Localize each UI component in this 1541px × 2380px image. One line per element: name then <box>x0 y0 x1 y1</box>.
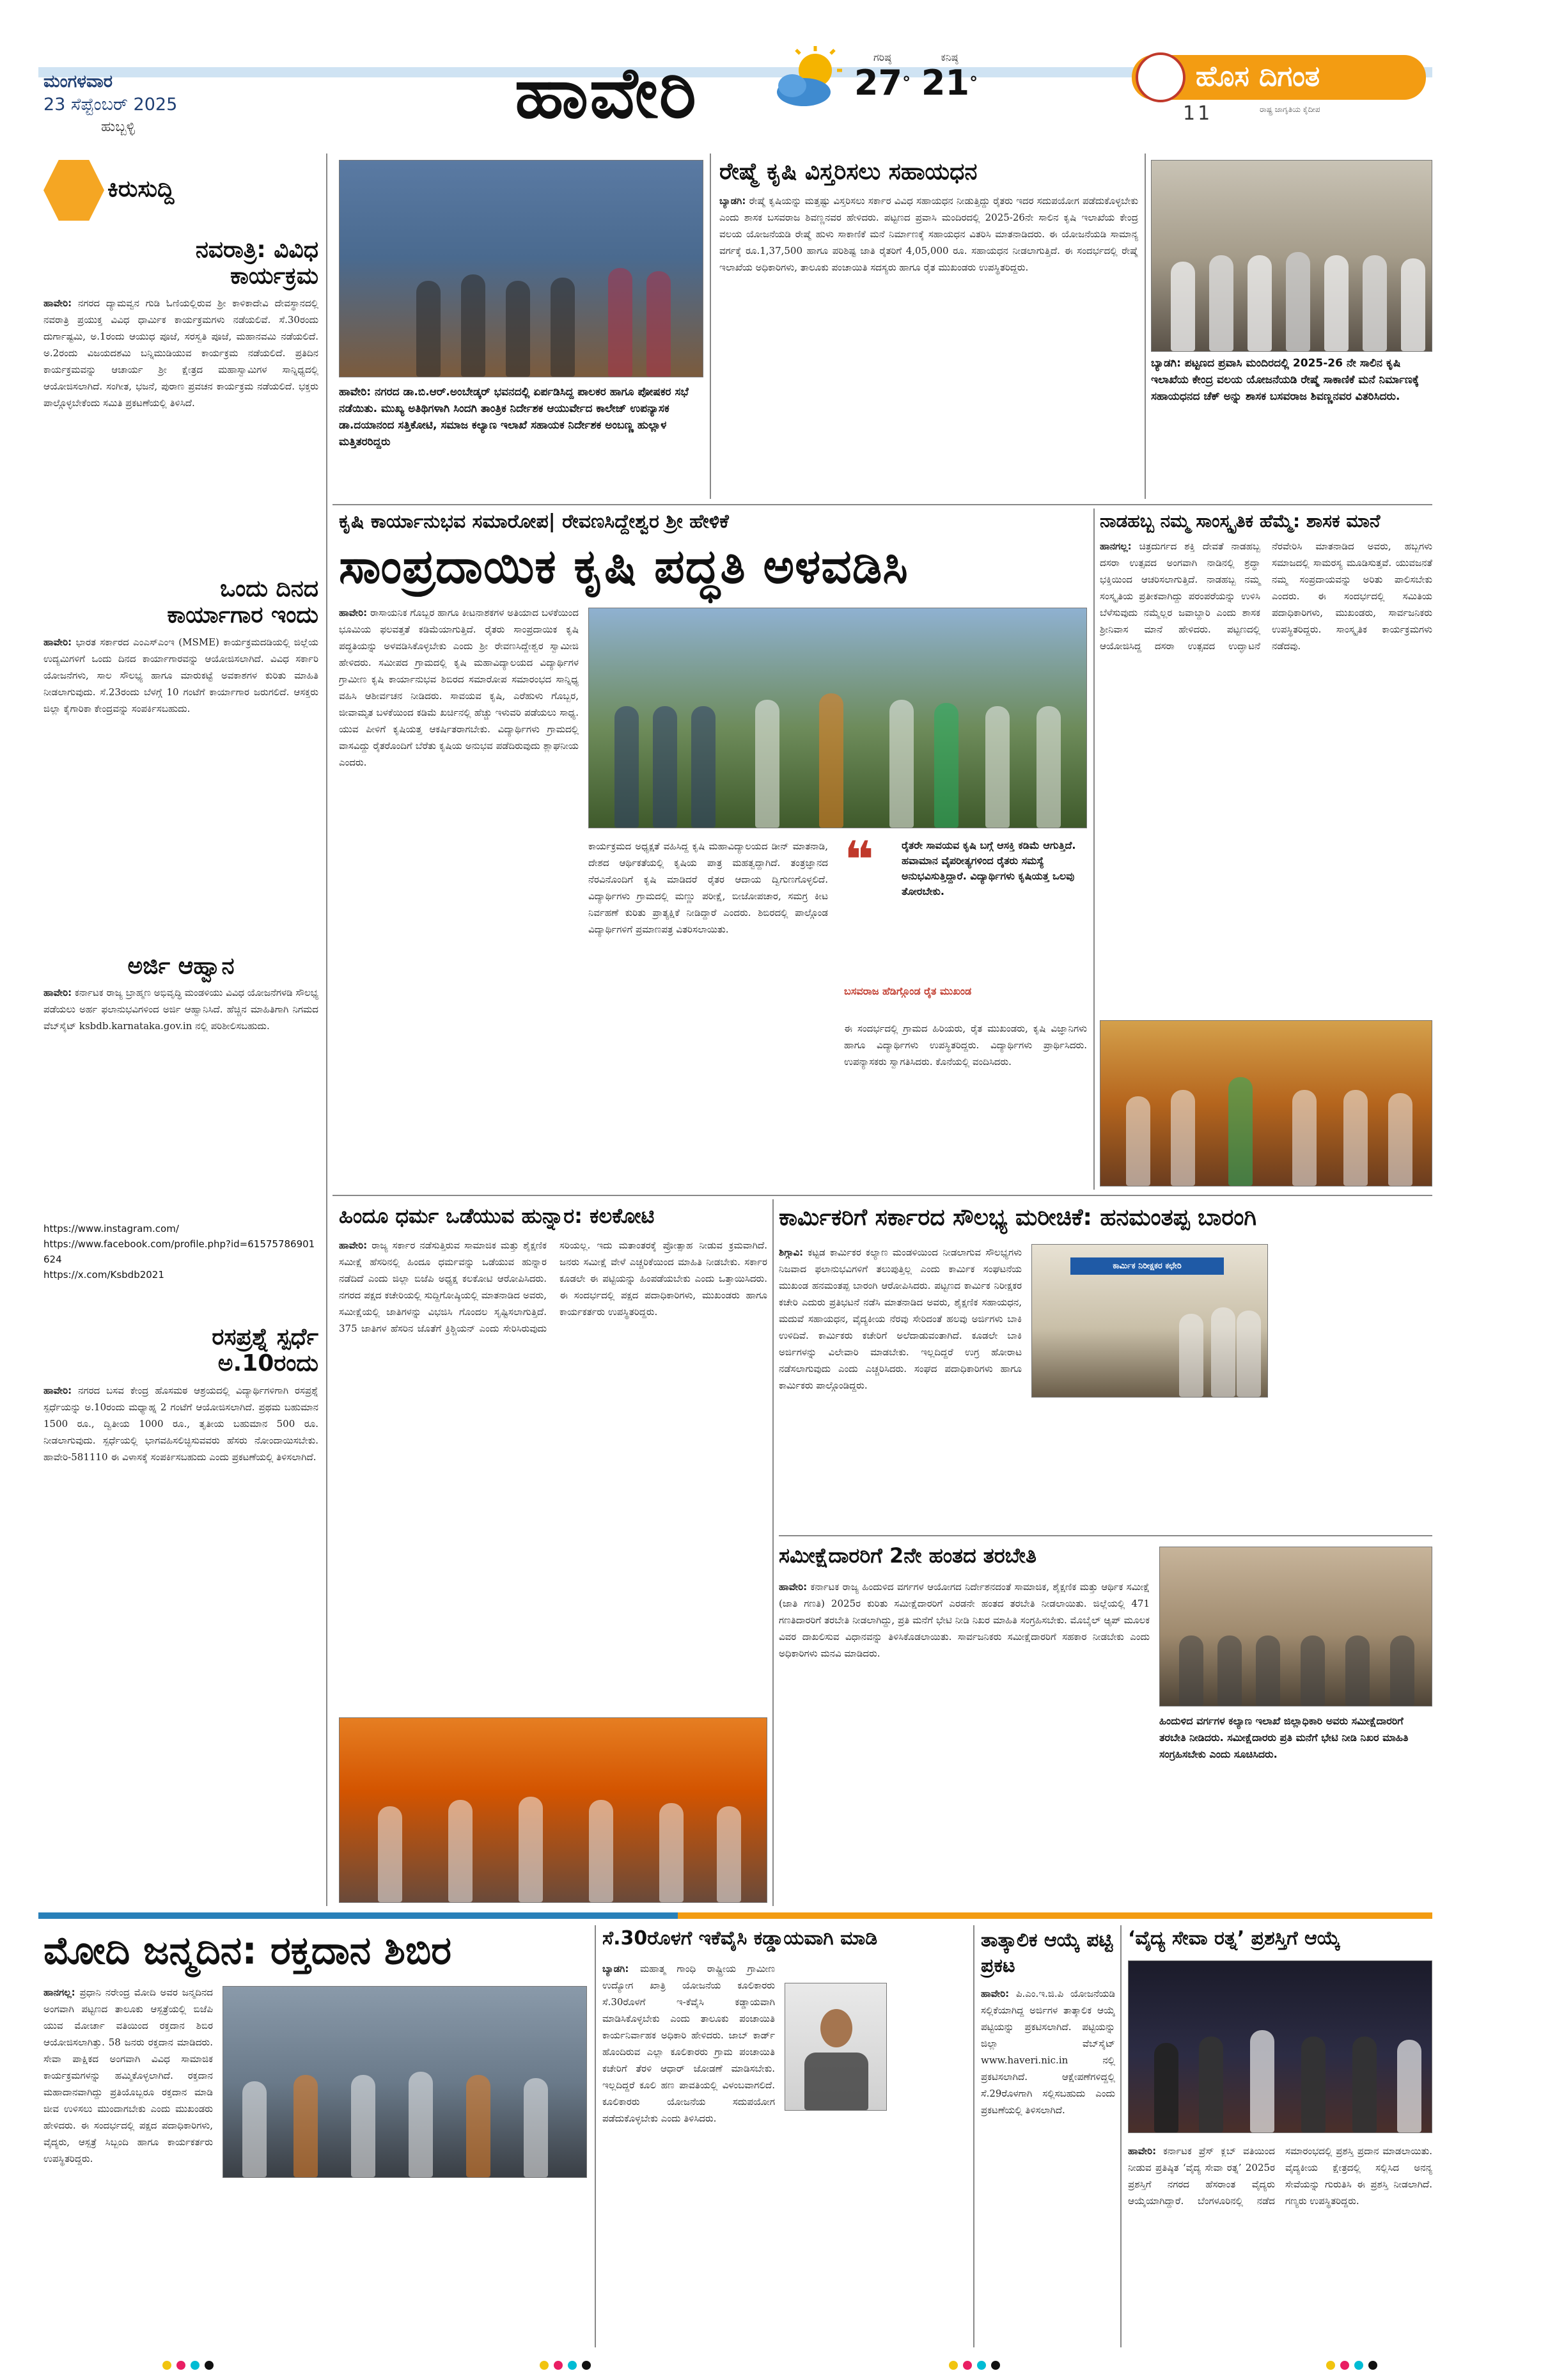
dateline: ಹಾವೇರಿ: <box>43 297 72 309</box>
agri-kicker: ಕೃಷಿ ಕಾರ್ಯಾನುಭವ ಸಮಾರೋಪ| ರೇವಣಸಿದ್ದೇಶ್ವರ ಶ್ರೀ ಹೇಳಿಕೆ <box>339 510 729 533</box>
kiru-item-body: ಹಾವೇರಿ: ನಗರದ ದ್ಯಾಮವ್ವನ ಗುಡಿ ಓಣಿಯಲ್ಲಿರುವ ಶ್ರೀ ಕಾಳಿಕಾದೇವಿ ದೇವಸ್ಥಾನದಲ್ಲಿ ನವರಾತ್ರಿ ಪ್ರಯುಕ್ತ ವಿವಿಧ ಧಾರ್ಮಿಕ ಕಾರ್ಯಕ್ರಮಗಳು ನಡೆಯಲಿವೆ. ಸೆ.30ರಂದು ದುರ್ಗಾಷ್ಟಮಿ, ಅ.1ರಂದು ಆಯುಧ ಪೂಜೆ, ಸರಸ್ವತಿ ಪೂಜೆ, ಮಹಾನವಮಿ ನಡೆಯಲಿದೆ. ಅ.2ರಂದು ವಿಜಯದಶಮಿ ಬನ್ನಿಮುಡಿಯುವ ಕಾರ್ಯಕ್ರಮ ನಡೆಯಲಿದೆ. ಪ್ರತಿದಿನ ಕಾರ್ಯಕ್ರಮವನ್ನು ಆಚಾರ್ಯ ಶ್ರೀ ಕ್ಷೇತ್ರದ ಮಹಾಸ್ವಾಮಿಗಳ ಸಾನ್ನಿಧ್ಯದಲ್ಲಿ ಆಯೋಜಿಸಲಾಗಿದೆ. ಸಂಗೀತ, ಭಜನೆ, ಪುರಾಣ ಪ್ರವಚನ ಕಾರ್ಯಕ್ರಮ ನಡೆಯಲಿದೆ. ಭಕ್ತರು ಪಾಲ್ಗೊಳ್ಳಬೇಕೆಂದು ಸಮಿತಿ ಪ್ರಕಟಣೆಯಲ್ಲಿ ತಿಳಿಸಿದೆ. <box>43 297 318 409</box>
modi-col-1: ಹಾನಗಲ್ಲ: ಪ್ರಧಾನಿ ನರೇಂದ್ರ ಮೋದಿ ಅವರ ಜನ್ಮದಿನದ ಅಂಗವಾಗಿ ಪಟ್ಟಣದ ತಾಲೂಕು ಆಸ್ಪತ್ರೆಯಲ್ಲಿ ಬಿಜೆಪಿ ಯುವ ಮೋರ್ಚಾ ವತಿಯಿಂದ ರಕ್ತದಾನ ಶಿಬಿರ ಆಯೋಜಿಸಲಾಗಿತ್ತು. 58 ಜನರು ರಕ್ತದಾನ ಮಾಡಿದರು. ಸೇವಾ ಪಾಕ್ಷಿಕದ ಅಂಗವಾಗಿ ವಿವಿಧ ಸಾಮಾಜಿಕ ಕಾರ್ಯಕ್ರಮಗಳನ್ನು ಹಮ್ಮಿಕೊಳ್ಳಲಾಗಿದೆ. ರಕ್ತದಾನ ಮಹಾದಾನವಾಗಿದ್ದು ಪ್ರತಿಯೊಬ್ಬರೂ ರಕ್ತದಾನ ಮಾಡಿ ಜೀವ ಉಳಿಸಲು ಮುಂದಾಗಬೇಕು ಎಂದು ಮುಖಂಡರು ಹೇಳಿದರು. ಈ ಸಂದರ್ಭದಲ್ಲಿ ಪಕ್ಷದ ಪದಾಧಿಕಾರಿಗಳು, ವೈದ್ಯರು, ಆಸ್ಪತ್ರೆ ಸಿಬ್ಬಂದಿ ಹಾಗೂ ಕಾರ್ಯಕರ್ತರು ಉಪಸ್ಥಿತರಿದ್ದರು. <box>43 1987 213 2164</box>
column-rule <box>710 154 711 499</box>
kiru-item-title: ರಸಪ್ರಶ್ನೆ ಸ್ಪರ್ಧೆ ಅ.10ರಂದು <box>212 1324 318 1377</box>
dateline: ಹಾವೇರಿ: <box>339 607 368 619</box>
link-list <box>43 1221 318 1282</box>
degree-symbol: ° <box>969 74 978 93</box>
silk-story <box>719 154 1138 499</box>
max-temp-block <box>850 51 914 102</box>
office-signboard: ಕಾರ್ಮಿಕ ನಿರೀಕ್ಷಕರ ಕಛೇರಿ <box>1070 1257 1224 1275</box>
dateline: ಶಿಗ್ಗಾವಿ: <box>779 1247 804 1258</box>
kyc-headline: ಸೆ.30ರೊಳಗೆ ಇಕೆವೈಸಿ ಕಡ್ಡಾಯವಾಗಿ ಮಾಡಿ <box>602 1927 878 1950</box>
modi-photo <box>223 1986 587 2178</box>
agri-col-1: ಹಾವೇರಿ: ರಾಸಾಯನಿಕ ಗೊಬ್ಬರ ಹಾಗೂ ಕೀಟನಾಶಕಗಳ ಅತಿಯಾದ ಬಳಕೆಯಿಂದ ಭೂಮಿಯ ಫಲವತ್ತತೆ ಕಡಿಮೆಯಾಗುತ್ತಿದೆ. ರೈತರು ಸಾಂಪ್ರದಾಯಿಕ ಕೃಷಿ ಪದ್ಧತಿಯನ್ನು ಅಳವಡಿಸಿಕೊಳ್ಳಬೇಕು ಎಂದು ಶ್ರೀ ರೇವಣಸಿದ್ದೇಶ್ವರ ಸ್ವಾಮೀಜಿ ಹೇಳಿದರು. ಸಮೀಪದ ಗ್ರಾಮದಲ್ಲಿ ಕೃಷಿ ಮಹಾವಿದ್ಯಾಲಯದ ವಿದ್ಯಾರ್ಥಿಗಳ ಗ್ರಾಮೀಣ ಕೃಷಿ ಕಾರ್ಯಾನುಭವ ಶಿಬಿರದ ಸಮಾರೋಪ ಸಮಾರಂಭದ ಸಾನ್ನಿಧ್ಯ ವಹಿಸಿ ಆಶೀರ್ವಚನ ನೀಡಿದರು. ಸಾವಯವ ಕೃಷಿ, ಎರೆಹುಳು ಗೊಬ್ಬರ, ಜೀವಾಮೃತ ಬಳಕೆಯಿಂದ ಕಡಿಮೆ ಖರ್ಚಿನಲ್ಲಿ ಹೆಚ್ಚು ಇಳುವರಿ ಪಡೆಯಲು ಸಾಧ್ಯ. ಯುವ ಪೀಳಿಗೆ ಕೃಷಿಯತ್ತ ಆಕರ್ಷಿತರಾಗಬೇಕು. ವಿದ್ಯಾರ್ಥಿಗಳು ಗ್ರಾಮದಲ್ಲಿ ವಾಸವಿದ್ದು ರೈತರೊಂದಿಗೆ ಬೆರೆತು ಕೃಷಿಯ ಅನುಭವ ಪಡೆದಿರುವುದು ಶ್ಲಾಘನೀಯ ಎಂದರು. <box>339 607 579 768</box>
silk-body: ಬ್ಯಾಡಗಿ: ರೇಷ್ಮೆ ಕೃಷಿಯನ್ನು ಮತ್ತಷ್ಟು ವಿಸ್ತರಿಸಲು ಸರ್ಕಾರ ವಿವಿಧ ಸಹಾಯಧನ ನೀಡುತ್ತಿದ್ದು ರೈತರು ಇದರ ಸದುಪಯೋಗ ಪಡೆದುಕೊಳ್ಳಬೇಕು ಎಂದು ಶಾಸಕ ಬಸವರಾಜ ಶಿವಣ್ಣನವರ ಹೇಳಿದರು. ಪಟ್ಟಣದ ಪ್ರವಾಸಿ ಮಂದಿರದಲ್ಲಿ 2025-26ನೇ ಸಾಲಿನ ಕೃಷಿ ಇಲಾಖೆಯ ಕೇಂದ್ರ ವಲಯ ಯೋಜನೆಯಡಿ ರೇಷ್ಮೆ ಹುಳು ಸಾಕಾಣಿಕೆ ಮನೆ ನಿರ್ಮಾಣಕ್ಕೆ ಸಹಾಯಧನ ವಿತರಿಸಿ ಮಾತನಾಡಿದರು. ಈ ಯೋಜನೆಯಡಿ ಸಾಮಾನ್ಯ ವರ್ಗಕ್ಕೆ ರೂ.1,37,500 ಹಾಗೂ ಪರಿಶಿಷ್ಟ ಜಾತಿ ರೈತರಿಗೆ 4,05,000 ರೂ. ಸಹಾಯಧನ ನೀಡಲಾಗುತ್ತಿದೆ. ಈ ಸಂದರ್ಭದಲ್ಲಿ ರೇಷ್ಮೆ ಇಲಾಖೆಯ ಅಧಿಕಾರಿಗಳು, ತಾಲೂಕು ಪಂಚಾಯಿತಿ ಸದಸ್ಯರು ಹಾಗೂ ರೈತ ಮುಖಂಡರು ಉಪಸ್ಥಿತರಿದ್ದರು. <box>719 195 1138 274</box>
dateline: ಹಾವೇರಿ: <box>43 636 72 648</box>
page-title: ಹಾವೇರಿ <box>515 52 698 134</box>
cloud-sun-icon <box>770 45 847 115</box>
survey-body: ಹಾವೇರಿ: ಕರ್ನಾಟಕ ರಾಜ್ಯ ಹಿಂದುಳಿದ ವರ್ಗಗಳ ಆಯೋಗದ ನಿರ್ದೇಶನದಂತೆ ಸಾಮಾಜಿಕ, ಶೈಕ್ಷಣಿಕ ಮತ್ತು ಆರ್ಥಿಕ ಸಮೀಕ್ಷೆ (ಜಾತಿ ಗಣತಿ) 2025ರ ಕುರಿತು ಸಮೀಕ್ಷೆದಾರರಿಗೆ ಎರಡನೇ ಹಂತದ ತರಬೇತಿ ನೀಡಲಾಯಿತು. ಜಿಲ್ಲೆಯಲ್ಲಿ 471 ಗಣತಿದಾರರಿಗೆ ತರಬೇತಿ ನೀಡಲಾಗಿದ್ದು, ಪ್ರತಿ ಮನೆಗೆ ಭೇಟಿ ನೀಡಿ ನಿಖರ ಮಾಹಿತಿ ಸಂಗ್ರಹಿಸಬೇಕು. ಮೊಬೈಲ್ ಆ್ಯಪ್ ಮೂಲಕ ವಿವರ ದಾಖಲಿಸುವ ವಿಧಾನವನ್ನು ತಿಳಿಸಿಕೊಡಲಾಯಿತು. ಸಾರ್ವಜನಿಕರು ಸಮೀಕ್ಷೆದಾರರಿಗೆ ಸಹಕಾರ ನೀಡಬೇಕು ಎಂದು ಅಧಿಕಾರಿಗಳು ಮನವಿ ಮಾಡಿದರು. <box>779 1581 1150 1659</box>
column-rule <box>595 1925 596 2347</box>
vaidya-photo <box>1128 1960 1432 2133</box>
modi-col-2 <box>223 2187 587 2344</box>
dateline: ಹಾವೇರಿ: <box>339 1239 368 1251</box>
dateline: ಹಾವೇರಿ: <box>981 1988 1010 1999</box>
hindu-photo <box>339 1717 767 1903</box>
nadahabba-photo <box>1100 1020 1432 1186</box>
quote-mark-icon: ❝ <box>844 830 874 890</box>
dateline: ಹಾನಗಲ್ಲ: <box>1100 540 1132 553</box>
silk-photo <box>1151 160 1432 352</box>
kiru-item-body: ಹಾವೇರಿ: ಭಾರತ ಸರ್ಕಾರದ ಎಂಎಸ್‌ಎಂಇ (MSME) ಕಾರ್ಯಕ್ರಮದಡಿಯಲ್ಲಿ ಜಿಲ್ಲೆಯ ಉದ್ಯಮಿಗಳಿಗೆ ಒಂದು ದಿನದ ಕಾರ್ಯಾಗಾರವನ್ನು ಆಯೋಜಿಸಲಾಗಿದೆ. ವಿವಿಧ ಸರ್ಕಾರಿ ಯೋಜನೆಗಳು, ಸಾಲ ಸೌಲಭ್ಯ ಹಾಗೂ ಮಾರುಕಟ್ಟೆ ಅವಕಾಶಗಳ ಕುರಿತು ಮಾಹಿತಿ ನೀಡಲಾಗುವುದು. ಸೆ.23ರಂದು ಬೆಳಗ್ಗೆ 10 ಗಂಟೆಗೆ ಕಾರ್ಯಾಗಾರ ಜರುಗಲಿದೆ. ಆಸಕ್ತರು ಜಿಲ್ಲಾ ಕೈಗಾರಿಕಾ ಕೇಂದ್ರವನ್ನು ಸಂಪರ್ಕಿಸಬಹುದು. <box>43 636 318 714</box>
vaidya-story <box>1128 1925 1432 2347</box>
min-temp-label: ಕನಿಷ್ಠ <box>941 51 958 63</box>
registration-marks <box>0 2360 1541 2379</box>
survey-photo-caption: ಹಿಂದುಳಿದ ವರ್ಗಗಳ ಕಲ್ಯಾಣ ಇಲಾಖೆ ಜಿಲ್ಲಾಧಿಕಾರಿ ಅವರು ಸಮೀಕ್ಷೆದಾರರಿಗೆ ತರಬೇತಿ ನೀಡಿದರು. ಸಮೀಕ್ಷೆದಾರರು ಪ್ರತಿ ಮನೆಗೆ ಭೇಟಿ ನೀಡಿ ನಿಖರ ಮಾಹಿತಿ ಸಂಗ್ರಹಿಸಬೇಕು ಎಂದು ಸೂಚಿಸಿದರು. <box>1159 1715 1409 1760</box>
kiru-logo-text: ಕಿರುಸುದ್ದಿ <box>107 176 175 202</box>
weekday: ಮಂಗಳವಾರ <box>43 72 113 91</box>
kiru-item <box>43 576 318 941</box>
event-photo <box>339 160 703 377</box>
silk-headline: ರೇಷ್ಮೆ ಕೃಷಿ ವಿಸ್ತರಿಸಲು ಸಹಾಯಧನ <box>719 159 978 185</box>
section-color-bar <box>38 1912 678 1919</box>
kiru-logo <box>43 160 235 224</box>
kiru-item <box>43 1324 318 1945</box>
karmika-body-col: ಶಿಗ್ಗಾವಿ: ಕಟ್ಟಡ ಕಾರ್ಮಿಕರ ಕಲ್ಯಾಣ ಮಂಡಳಿಯಿಂದ ನೀಡಲಾಗುವ ಸೌಲಭ್ಯಗಳು ನಿಜವಾದ ಫಲಾನುಭವಿಗಳಿಗೆ ತಲುಪುತ್ತಿಲ್ಲ ಎಂದು ಕಾರ್ಮಿಕ ಸಂಘಟನೆಯ ಮುಖಂಡ ಹನಮಂತಪ್ಪ ಬಾರಂಗಿ ಆರೋಪಿಸಿದರು. ಪಟ್ಟಣದ ಕಾರ್ಮಿಕ ನಿರೀಕ್ಷಕರ ಕಚೇರಿ ಎದುರು ಪ್ರತಿಭಟನೆ ನಡೆಸಿ ಮಾತನಾಡಿದ ಅವರು, ಶೈಕ್ಷಣಿಕ ಸಹಾಯಧನ, ಮದುವೆ ಸಹಾಯಧನ, ವೈದ್ಯಕೀಯ ನೆರವು ಸೇರಿದಂತೆ ಹಲವು ಅರ್ಜಿಗಳು ಬಾಕಿ ಉಳಿದಿವೆ. ಕಾರ್ಮಿಕರು ಕಚೇರಿಗೆ ಅಲೆದಾಡುವಂತಾಗಿದೆ. ಕೂಡಲೇ ಬಾಕಿ ಅರ್ಜಿಗಳನ್ನು ವಿಲೇವಾರಿ ಮಾಡಬೇಕು. ಇಲ್ಲದಿದ್ದರೆ ಉಗ್ರ ಹೋರಾಟ ನಡೆಸಲಾಗುವುದು ಎಂದು ಎಚ್ಚರಿಸಿದರು. ಸಂಘದ ಪದಾಧಿಕಾರಿಗಳು ಹಾಗೂ ಕಾರ್ಮಿಕರು ಪಾಲ್ಗೊಂಡಿದ್ದರು. <box>779 1247 1022 1391</box>
hindu-body: ಹಾವೇರಿ: ರಾಜ್ಯ ಸರ್ಕಾರ ನಡೆಸುತ್ತಿರುವ ಸಾಮಾಜಿಕ ಮತ್ತು ಶೈಕ್ಷಣಿಕ ಸಮೀಕ್ಷೆ ಹೆಸರಿನಲ್ಲಿ ಹಿಂದೂ ಧರ್ಮವನ್ನು ಒಡೆಯುವ ಹುನ್ನಾರ ನಡೆದಿದೆ ಎಂದು ಜಿಲ್ಲಾ ಬಿಜೆಪಿ ಅಧ್ಯಕ್ಷ ಕಲಕೋಟಿ ಆರೋಪಿಸಿದರು. ನಗರದ ಪಕ್ಷದ ಕಚೇರಿಯಲ್ಲಿ ಸುದ್ದಿಗೋಷ್ಠಿಯಲ್ಲಿ ಮಾತನಾಡಿದ ಅವರು, ಸಮೀಕ್ಷೆಯಲ್ಲಿ ಜಾತಿಗಳನ್ನು ವಿಭಜಿಸಿ ಗೊಂದಲ ಸೃಷ್ಟಿಸಲಾಗುತ್ತಿದೆ. 375 ಜಾತಿಗಳ ಹೆಸರಿನ ಜೊತೆಗೆ ಕ್ರಿಶ್ಚಿಯನ್ ಎಂದು ಸೇರಿಸಿರುವುದು ಸರಿಯಲ್ಲ. ಇದು ಮತಾಂತರಕ್ಕೆ ಪ್ರೋತ್ಸಾಹ ನೀಡುವ ಕ್ರಮವಾಗಿದೆ. ಜನರು ಸಮೀಕ್ಷೆ ವೇಳೆ ಎಚ್ಚರಿಕೆಯಿಂದ ಮಾಹಿತಿ ನೀಡಬೇಕು. ಸರ್ಕಾರ ಕೂಡಲೇ ಈ ಪಟ್ಟಿಯನ್ನು ಹಿಂಪಡೆಯಬೇಕು ಎಂದು ಒತ್ತಾಯಿಸಿದರು. ಈ ಸಂದರ್ಭದಲ್ಲಿ ಪಕ್ಷದ ಪದಾಧಿಕಾರಿಗಳು, ಮುಖಂಡರು ಹಾಗೂ ಕಾರ್ಯಕರ್ತರು ಉಪಸ್ಥಿತರಿದ್ದರು. <box>339 1239 767 1334</box>
logo-emblem-icon <box>1136 52 1185 102</box>
tatkalika-body: ಹಾವೇರಿ: ಪಿ.ಎಂ.ಇ.ಜಿ.ಪಿ ಯೋಜನೆಯಡಿ ಸಲ್ಲಿಕೆಯಾಗಿದ್ದ ಅರ್ಜಿಗಳ ತಾತ್ಕಾಲಿಕ ಆಯ್ಕೆ ಪಟ್ಟಿಯನ್ನು ಪ್ರಕಟಿಸಲಾಗಿದೆ. ಪಟ್ಟಿಯನ್ನು ಜಿಲ್ಲಾ ವೆಬ್‌ಸೈಟ್ www.haveri.nic.in ನಲ್ಲಿ ಪ್ರಕಟಿಸಲಾಗಿದೆ. ಆಕ್ಷೇಪಣೆಗಳಿದ್ದಲ್ಲಿ ಸೆ.29ರೊಳಗಾಗಿ ಸಲ್ಲಿಸಬಹುದು ಎಂದು ಪ್ರಕಟಣೆಯಲ್ಲಿ ತಿಳಿಸಲಾಗಿದೆ. <box>981 1988 1115 2116</box>
kyc-col-1: ಬ್ಯಾಡಗಿ: ಮಹಾತ್ಮ ಗಾಂಧಿ ರಾಷ್ಟ್ರೀಯ ಗ್ರಾಮೀಣ ಉದ್ಯೋಗ ಖಾತ್ರಿ ಯೋಜನೆಯ ಕೂಲಿಕಾರರು ಸೆ.30ರೊಳಗೆ ಇ-ಕೆವೈಸಿ ಕಡ್ಡಾಯವಾಗಿ ಮಾಡಿಸಿಕೊಳ್ಳಬೇಕು ಎಂದು ತಾಲೂಕು ಪಂಚಾಯಿತಿ ಕಾರ್ಯನಿರ್ವಾಹಕ ಅಧಿಕಾರಿ ಹೇಳಿದರು. ಜಾಬ್ ಕಾರ್ಡ್ ಹೊಂದಿರುವ ಎಲ್ಲಾ ಕೂಲಿಕಾರರು ಗ್ರಾಮ ಪಂಚಾಯಿತಿ ಕಚೇರಿಗೆ ತೆರಳಿ ಆಧಾರ್ ಜೋಡಣೆ ಮಾಡಿಸಬೇಕು. ಇಲ್ಲದಿದ್ದರೆ ಕೂಲಿ ಹಣ ಪಾವತಿಯಲ್ಲಿ ವಿಳಂಬವಾಗಲಿದೆ. ಕೂಲಿಕಾರರು ಯೋಜನೆಯ ಸದುಪಯೋಗ ಪಡೆದುಕೊಳ್ಳಬೇಕು ಎಂದು ತಿಳಿಸಿದರು. <box>602 1963 775 2124</box>
column-rule <box>772 1199 774 1906</box>
dateline: ಬ್ಯಾಡಗಿ: <box>719 195 746 207</box>
survey-photo <box>1159 1547 1432 1706</box>
karmika-body-col-3 <box>1278 1244 1432 1525</box>
column-rule <box>326 154 327 1906</box>
hand-icon <box>43 160 104 221</box>
agri-col-2: ಕಾರ್ಯಕ್ರಮದ ಅಧ್ಯಕ್ಷತೆ ವಹಿಸಿದ್ದ ಕೃಷಿ ಮಹಾವಿದ್ಯಾಲಯದ ಡೀನ್ ಮಾತನಾಡಿ, ದೇಶದ ಆರ್ಥಿಕತೆಯಲ್ಲಿ ಕೃಷಿಯ ಪಾತ್ರ ಮಹತ್ವದ್ದಾಗಿದೆ. ತಂತ್ರಜ್ಞಾನದ ನೆರವಿನೊಂದಿಗೆ ಕೃಷಿ ಮಾಡಿದರೆ ರೈತರ ಆದಾಯ ದ್ವಿಗುಣಗೊಳ್ಳಲಿದೆ. ವಿದ್ಯಾರ್ಥಿಗಳು ಗ್ರಾಮದಲ್ಲಿ ಮಣ್ಣು ಪರೀಕ್ಷೆ, ಬೀಜೋಪಚಾರ, ಸಮಗ್ರ ಕೀಟ ನಿರ್ವಹಣೆ ಕುರಿತು ಪ್ರಾತ್ಯಕ್ಷಿಕೆ ನೀಡಿದ್ದಾರೆ ಎಂದರು. ಶಿಬಿರದಲ್ಲಿ ಪಾಲ್ಗೊಂಡ ವಿದ್ಯಾರ್ಥಿಗಳಿಗೆ ಪ್ರಮಾಣಪತ್ರ ವಿತರಿಸಲಾಯಿತು. <box>588 840 828 935</box>
kiru-item <box>43 237 318 608</box>
column-rule <box>1093 508 1095 1190</box>
tatkalika-story <box>981 1925 1115 2347</box>
karmika-story <box>779 1199 1432 1532</box>
max-temp: 27 <box>854 63 903 103</box>
nadahabba-body: ಹಾನಗಲ್ಲ: ಚಿತ್ರದುರ್ಗದ ಶಕ್ತಿ ದೇವತೆ ನಾಡಹಬ್ಬ ದಸರಾ ಉತ್ಸವದ ಅಂಗವಾಗಿ ನಾಡಿನಲ್ಲಿ ಶ್ರದ್ಧಾ ಭಕ್ತಿಯಿಂದ ಆಚರಿಸಲಾಗುತ್ತಿದೆ. ನಾಡಹಬ್ಬ ನಮ್ಮ ಸಂಸ್ಕೃತಿಯ ಪ್ರತೀಕವಾಗಿದ್ದು ಪರಂಪರೆಯನ್ನು ಉಳಿಸಿ ಬೆಳೆಸುವುದು ನಮ್ಮೆಲ್ಲರ ಜವಾಬ್ದಾರಿ ಎಂದು ಶಾಸಕ ಶ್ರೀನಿವಾಸ ಮಾನೆ ಹೇಳಿದರು. ಪಟ್ಟಣದಲ್ಲಿ ಆಯೋಜಿಸಿದ್ದ ದಸರಾ ಉತ್ಸವದ ಉದ್ಘಾಟನೆ ನೆರವೇರಿಸಿ ಮಾತನಾಡಿದ ಅವರು, ಹಬ್ಬಗಳು ಸಮಾಜದಲ್ಲಿ ಸಾಮರಸ್ಯ ಮೂಡಿಸುತ್ತವೆ. ಯುವಜನತೆ ನಮ್ಮ ಸಂಪ್ರದಾಯವನ್ನು ಅರಿತು ಪಾಲಿಸಬೇಕು ಎಂದರು. ಈ ಸಂದರ್ಭದಲ್ಲಿ ಸಮಿತಿಯ ಪದಾಧಿಕಾರಿಗಳು, ಮುಖಂಡರು, ಸಾರ್ವಜನಿಕರು ಉಪಸ್ಥಿತರಿದ್ದರು. ಸಾಂಸ್ಕೃತಿಕ ಕಾರ್ಯಕ್ರಮಗಳು ನಡೆದವು. <box>1100 540 1432 652</box>
survey-headline: ಸಮೀಕ್ಷೆದಾರರಿಗೆ 2ನೇ ಹಂತದ ತರಬೇತಿ <box>779 1543 1036 1568</box>
kiru-item-title: ನವರಾತ್ರಿ: ವಿವಿಧ ಕಾರ್ಯಕ್ರಮ <box>195 237 318 290</box>
section-rule <box>332 1195 1432 1196</box>
kyc-story <box>602 1925 967 2347</box>
hindu-headline: ಹಿಂದೂ ಧರ್ಮ ಒಡೆಯುವ ಹುನ್ನಾರ: ಕಲಕೋಟಿ <box>339 1204 655 1228</box>
min-temp: 21 <box>921 63 970 103</box>
column-rule <box>973 1925 974 2347</box>
paper-logo <box>1132 51 1432 125</box>
paper-name: ಹೊಸ ದಿಗಂತ <box>1196 60 1320 93</box>
section-rule <box>332 504 1432 505</box>
agri-col-3: ಈ ಸಂದರ್ಭದಲ್ಲಿ ಗ್ರಾಮದ ಹಿರಿಯರು, ರೈತ ಮುಖಂಡರು, ಕೃಷಿ ವಿಜ್ಞಾನಿಗಳು ಹಾಗೂ ವಿದ್ಯಾರ್ಥಿಗಳು ಉಪಸ್ಥಿತರಿದ್ದರು. ವಿದ್ಯಾರ್ಥಿಗಳು ಪ್ರಾರ್ಥಿಸಿದರು. ಉಪನ್ಯಾಸಕರು ಸ್ವಾಗತಿಸಿದರು. ಕೊನೆಯಲ್ಲಿ ವಂದಿಸಿದರು. <box>844 1023 1087 1068</box>
masthead-date-block <box>43 72 312 135</box>
event-photo-caption: ಹಾವೇರಿ: ನಗರದ ಡಾ.ಬಿ.ಆರ್.ಅಂಬೇಡ್ಕರ್ ಭವನದಲ್ಲಿ ಏರ್ಪಡಿಸಿದ್ದ ಪಾಲಕರ ಹಾಗೂ ಪೋಷಕರ ಸಭೆ ನಡೆಯಿತು. ಮುಖ್ಯ ಅತಿಥಿಗಳಾಗಿ ಸಿಂದಗಿ ತಾಂತ್ರಿಕ ನಿರ್ದೇಶಕ ಆಯುರ್ವೇದ ಕಾಲೇಜ್ ಉಪನ್ಯಾಸಕ ಡಾ.ದಯಾನಂದ ಸತ್ತಿಕೋಟಿ, ಸಮಾಜ ಕಲ್ಯಾಣ ಇಲಾಖೆ ಸಹಾಯಕ ನಿರ್ದೇಶಕ ಅಂಬಣ್ಣ ಹುಲ್ಲಾಳ ಮತ್ತಿತರರಿದ್ದರು <box>339 386 689 448</box>
kiru-item-title: ಅರ್ಜಿ ಆಹ್ವಾನ <box>127 953 235 979</box>
kiru-suddi-column <box>43 154 318 1906</box>
x-link[interactable]: https://x.com/Ksbdb2021 <box>43 1269 164 1281</box>
column-rule <box>1145 154 1146 499</box>
agri-headline: ಸಾಂಪ್ರದಾಯಿಕ ಕೃಷಿ ಪದ್ಧತಿ ಅಳವಡಿಸಿ <box>339 539 909 594</box>
kyc-portrait <box>785 1983 887 2111</box>
hindu-story <box>339 1199 767 1906</box>
max-temp-label: ಗರಿಷ್ಠ <box>873 51 891 63</box>
kiru-item-title: ಒಂದು ದಿನದ ಕಾರ್ಯಾಗಾರ ಇಂದು <box>167 576 318 629</box>
page-number: 11 <box>1183 102 1213 125</box>
issue-date: 23 ಸೆಪ್ಟೆಂಬರ್ 2025 <box>43 95 178 114</box>
modi-story <box>43 1925 587 2347</box>
dateline: ಹಾವೇರಿ: <box>779 1581 808 1593</box>
agri-photo <box>588 608 1087 828</box>
dateline: ಹಾವೇರಿ: <box>43 1384 72 1396</box>
kiru-item <box>43 953 318 1282</box>
karmika-photo <box>1031 1244 1268 1398</box>
dateline: ಹಾವೇರಿ: <box>1128 2145 1157 2157</box>
section-rule <box>779 1535 1432 1536</box>
facebook-link[interactable]: https://www.facebook.com/profile.php?id=61575786901624 <box>43 1238 315 1266</box>
degree-symbol: ° <box>902 74 911 93</box>
kiru-item-body: ಹಾವೇರಿ: ಕರ್ನಾಟಕ ರಾಜ್ಯ ಬ್ರಾಹ್ಮಣ ಅಭಿವೃದ್ಧಿ ಮಂಡಳಿಯು ವಿವಿಧ ಯೋಜನೆಗಳಡಿ ಸೌಲಭ್ಯ ಪಡೆಯಲು ಅರ್ಹ ಫಲಾನುಭವಿಗಳಿಂದ ಅರ್ಜಿ ಆಹ್ವಾನಿಸಿದೆ. ಹೆಚ್ಚಿನ ಮಾಹಿತಿಗಾಗಿ ನಿಗಮದ ವೆಬ್‌ಸೈಟ್ ksbdb.karnataka.gov.in ನಲ್ಲಿ ಪರಿಶೀಲಿಸಬಹುದು. <box>43 987 318 1032</box>
agri-quote-attr: ಬಸವರಾಜ ಹೆಡಿಗ್ಗೊಂಡ ರೈತ ಮುಖಂಡ <box>844 985 972 997</box>
tatkalika-headline: ತಾತ್ಕಾಲಿಕ ಆಯ್ಕೆ ಪಟ್ಟಿ ಪ್ರಕಟ <box>981 1929 1113 1977</box>
column-rule <box>1120 1925 1122 2347</box>
silk-photo-caption: ಬ್ಯಾಡಗಿ: ಪಟ್ಟಣದ ಪ್ರವಾಸಿ ಮಂದಿರದಲ್ಲಿ 2025-26 ನೇ ಸಾಲಿನ ಕೃಷಿ ಇಲಾಖೆಯ ಕೇಂದ್ರ ವಲಯ ಯೋಜನೆಯಡಿ ರೇಷ್ಮೆ ಸಾಕಾಣಿಕೆ ಮನೆ ನಿರ್ಮಾಣಕ್ಕೆ ಸಹಾಯಧನದ ಚೆಕ್ ಅನ್ನು ಶಾಸಕ ಬಸವರಾಜ ಶಿವಣ್ಣನವರ ವಿತರಿಸಿದರು. <box>1151 357 1420 403</box>
karmika-headline: ಕಾರ್ಮಿಕರಿಗೆ ಸರ್ಕಾರದ ಸೌಲಭ್ಯ ಮರೀಚಿಕೆ: ಹನಮಂತಪ್ಪ ಬಾರಂಗಿ <box>779 1204 1257 1231</box>
edition-city: ಹುಬ್ಬಳ್ಳಿ <box>101 119 136 135</box>
vaidya-headline: ‘ವೈದ್ಯ ಸೇವಾ ರತ್ನ’ ಪ್ರಶಸ್ತಿಗೆ ಆಯ್ಕೆ <box>1128 1927 1340 1950</box>
kiru-item-body: ಹಾವೇರಿ: ನಗರದ ಬಸವ ಕೇಂದ್ರ ಹೊಸಮಠ ಆಶ್ರಯದಲ್ಲಿ ವಿದ್ಯಾರ್ಥಿಗಳಿಗಾಗಿ ರಸಪ್ರಶ್ನೆ ಸ್ಪರ್ಧೆಯನ್ನು ಅ.10ರಂದು ಮಧ್ಯಾಹ್ನ 2 ಗಂಟೆಗೆ ಆಯೋಜಿಸಲಾಗಿದೆ. ಪ್ರಥಮ ಬಹುಮಾನ 1500 ರೂ., ದ್ವಿತೀಯ 1000 ರೂ., ತೃತೀಯ ಬಹುಮಾನ 500 ರೂ. ನೀಡಲಾಗುವುದು. ಸ್ಪರ್ಧೆಯಲ್ಲಿ ಭಾಗವಹಿಸಲಿಚ್ಛಿಸುವವರು ಹೆಸರು ನೋಂದಾಯಿಸಬೇಕು. ಹಾವೇರಿ-581110 ಈ ವಿಳಾಸಕ್ಕೆ ಸಂಪರ್ಕಿಸಬಹುದು ಎಂದು ಪ್ರಕಟಣೆಯಲ್ಲಿ ತಿಳಿಸಲಾಗಿದೆ. <box>43 1384 318 1463</box>
kyc-col-2 <box>785 2117 967 2344</box>
agri-story <box>339 508 1087 1193</box>
survey-story <box>779 1540 1432 1905</box>
instagram-link[interactable]: https://www.instagram.com/ <box>43 1223 179 1235</box>
vaidya-body: ಹಾವೇರಿ: ಕರ್ನಾಟಕ ಪ್ರೆಸ್ ಕ್ಲಬ್ ವತಿಯಿಂದ ನೀಡುವ ಪ್ರತಿಷ್ಠಿತ ‘ವೈದ್ಯ ಸೇವಾ ರತ್ನ’ 2025ರ ಪ್ರಶಸ್ತಿಗೆ ನಗರದ ಹೆಸರಾಂತ ವೈದ್ಯರು ಆಯ್ಕೆಯಾಗಿದ್ದಾರೆ. ಬೆಂಗಳೂರಿನಲ್ಲಿ ನಡೆದ ಸಮಾರಂಭದಲ್ಲಿ ಪ್ರಶಸ್ತಿ ಪ್ರದಾನ ಮಾಡಲಾಯಿತು. ವೈದ್ಯಕೀಯ ಕ್ಷೇತ್ರದಲ್ಲಿ ಸಲ್ಲಿಸಿದ ಅನನ್ಯ ಸೇವೆಯನ್ನು ಗುರುತಿಸಿ ಈ ಪ್ರಶಸ್ತಿ ನೀಡಲಾಗಿದೆ. ಗಣ್ಯರು ಉಪಸ್ಥಿತರಿದ್ದರು. <box>1128 2145 1432 2207</box>
agri-quote: ರೈತರೇ ಸಾವಯವ ಕೃಷಿ ಬಗ್ಗೆ ಆಸಕ್ತಿ ಕಡಿಮೆ ಆಗುತ್ತಿದೆ. ಹವಾಮಾನ ವೈಪರೀತ್ಯಗಳಿಂದ ರೈತರು ಸಮಸ್ಯೆ ಅನುಭವಿಸುತ್ತಿದ್ದಾರೆ. ವಿದ್ಯಾರ್ಥಿಗಳು ಕೃಷಿಯತ್ತ ಒಲವು ತೋರಬೇಕು. <box>902 839 1076 897</box>
paper-tagline: ರಾಷ್ಟ್ರ ಜಾಗೃತಿಯ ಕೈದೀಪ <box>1260 105 1320 114</box>
dateline: ಹಾನಗಲ್ಲ: <box>43 1987 75 1998</box>
nadahabba-story <box>1100 508 1432 1190</box>
modi-headline: ಮೋದಿ ಜನ್ಮದಿನ: ರಕ್ತದಾನ ಶಿಬಿರ <box>43 1928 451 1973</box>
agri-quote-box <box>844 830 1087 1011</box>
nadahabba-headline: ನಾಡಹಬ್ಬ ನಮ್ಮ ಸಾಂಸ್ಕೃತಿಕ ಹೆಮ್ಮೆ: ಶಾಸಕ ಮಾನೆ <box>1100 510 1381 532</box>
section-color-bar <box>678 1912 1432 1919</box>
min-temp-block <box>918 51 982 102</box>
dateline: ಹಾವೇರಿ: <box>43 987 72 999</box>
dateline: ಬ್ಯಾಡಗಿ: <box>602 1963 629 1974</box>
masthead <box>0 0 1541 150</box>
